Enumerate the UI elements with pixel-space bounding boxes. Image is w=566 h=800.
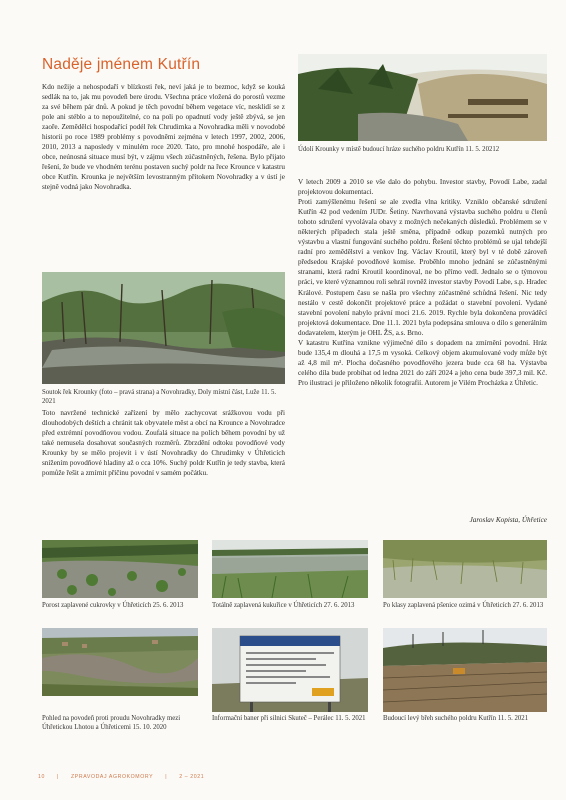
left-column-continued — [42, 408, 285, 508]
photo-flooded-wheat — [383, 540, 547, 598]
caption-sugar-beet: Porost zaplavené cukrovky v Úhřeticích 25. 6. 2013 — [42, 602, 184, 609]
paragraph: Kdo nežije a nehospodaří v blízkosti řek, neví jaká je to bezmoc, když se kouká sedlák na to, jak mu povodeň bere úrodu. Všechna práce vložená do porostů vezme za své během pár dnů. A pokud je těch povodní během vegetace víc, nesklidí se z pole ani stéblo a to nepoužitelné, co na poli po opadnutí vody ještě zbývá, se jen zaoře. Zemědělci hospodařící podél řek Chrudimka a Novohradka měli v novodobé historii po roce 1989 problémy s povodněmi zejména v letech 1997, 2002, 2006, 2010, 2013 a naposledy v minulém roce 2020. Tato, pro mnohé hospodáře, ale i obce, neúnosná situace musí být, v zájmu všech zúčastněných, řešena. Bylo přijato řešení, že bude ve vhodném terénu postaven suchý poldr na řece Krounce v katastru obce Kutřín. Krounka je největším levostranným přítokem Novohradky a v ústí je stejně vodná jako Novohradka. — [42, 83, 285, 192]
caption-river-confluence: Soutok řek Krounky (foto – pravá strana) a Novohradky, Doly místní část, Luže 11. 5. 2021 — [42, 389, 277, 406]
footer-separator: | — [57, 774, 59, 780]
caption-krounka-valley: Údolí Krounky v místě budoucí hráze suchého poldru Kutřín 11. 5. 20212 — [298, 146, 500, 153]
photo-info-banner — [212, 628, 368, 712]
caption-banner: Informační baner při silnici Skuteč – Perálec 11. 5. 2021 — [212, 715, 366, 722]
photo-krounka-valley — [298, 54, 547, 141]
left-column-intro — [42, 82, 285, 268]
page-number: 10 — [38, 774, 45, 780]
paragraph: Proti zamýšlenému řešení se ale zvedla vlna kritiky. Vzniklo občanské sdružení Kutřín 42 pod vedením JUDr. Šetiny. Navrhovaná výstavba suchého poldru u členů tohoto sdružení vyvolávala obavy z možných nečekaných důsledků. Problémem se v některých případech stala ještě směna, případně odkup pozemků nutných pro výstavbu a vlastní fungování suchého poldru. Řešení těchto problémů se ujal tehdejší radní pro zemědělství a venkov Ing. Václav Kroutil, který byl v té době zároveň předsedou Krajské povodňové komise. Proběhlo mnoho jednání se zúčastněnými stranami, která radní Kroutil koordinoval, ne bo přímo vedl. Jednalo se o týmovou práci, ve které významnou roli sehrál rovněž investor stavby Povodí Labe, s.p. Hradec Králové. Postupem času se našla pro všechny zúčastněné schůdná řešení. Nic tedy nestálo v cestě dokončit projektové práce a požádat o stavební povolení. Vydané stavební povolení nabylo právní moci 21.6. 2019. Rychle byla dokončena prováděcí projektová dokumentace. Dne 11.1. 2021 byla podepsána smlouva o dílo s generálním dodavatelem, kterým je OHL ŽS, a.s. Brno. — [298, 198, 547, 337]
photo-flooded-sugar-beet — [42, 540, 198, 598]
photo-river-confluence — [42, 272, 285, 384]
author-signature: Jaroslav Kopista, Úhřetice — [469, 516, 547, 524]
caption-wheat: Po klasy zaplavená pšenice ozimá v Úhřeticích 27. 6. 2013 — [383, 602, 544, 609]
caption-aerial-flood: Pohled na povodeň proti proudu Novohradky mezi Úhřetickou Lhotou a Úhřeticemi 15. 10. 2020 — [42, 715, 181, 732]
caption-corn: Totálně zaplavená kukuřice v Úhřeticích 27. 6. 2013 — [212, 602, 355, 609]
article-title: Naděje jménem Kutřín — [42, 56, 201, 73]
magazine-name: ZPRAVODAJ AGROKOMORY — [71, 774, 154, 780]
paragraph: V letech 2009 a 2010 se vše dalo do pohybu. Investor stavby, Povodí Labe, zadal projektovou dokumentaci. — [298, 178, 547, 197]
paragraph: Toto navržené technické zařízení by mělo zachycovat srážkovou vodu při dlouhodobých deštích a chránit tak obyvatele měst a obcí na Krounce a Novohradce před extrémní povodňovou vodou. Zoufalá situace na polích během povodní by už také nemusela dosahovat současných rozměrů. Zbrzdění odtoku povodňové vody Krounky by se mělo projevit i v ústí Novohradky do Chrudimky v Úhřeticích snížením povodňové hladiny až o cca 10%. Suchý poldr Kutřín je tedy stavba, která pomůže řešit a zmírnit příčinu povodní v samém počátku. — [42, 409, 285, 478]
footer-separator: | — [165, 774, 168, 780]
photo-flood-novohradka-aerial — [42, 628, 198, 696]
issue-number: 2 – 2021 — [179, 774, 205, 780]
paragraph: V katastru Kutřína vznikne výjimečné dílo s dopadem na zmírnění povodní. Hráz bude 135,4 m dlouhá a 17,5 m vysoká. Celkový objem akumulované vody může být až 4,8 mil m³. Plocha dočasného povodňového jezera bude cca 68 ha. Výstavba celého díla bude probíhat od ledna 2021 do září 2024 a jeho cena bude 397,3 mil. Kč. Pro ilustraci je přiloženo několik fotografií. Autorem je Vilém Procházka z Úhřetic. — [298, 338, 547, 387]
photo-left-bank — [383, 628, 547, 712]
right-column — [298, 177, 547, 512]
photo-flooded-corn — [212, 540, 368, 598]
page-footer — [38, 774, 214, 780]
caption-left-bank: Budoucí levý břeh suchého poldru Kutřín 11. 5. 2021 — [383, 715, 529, 722]
